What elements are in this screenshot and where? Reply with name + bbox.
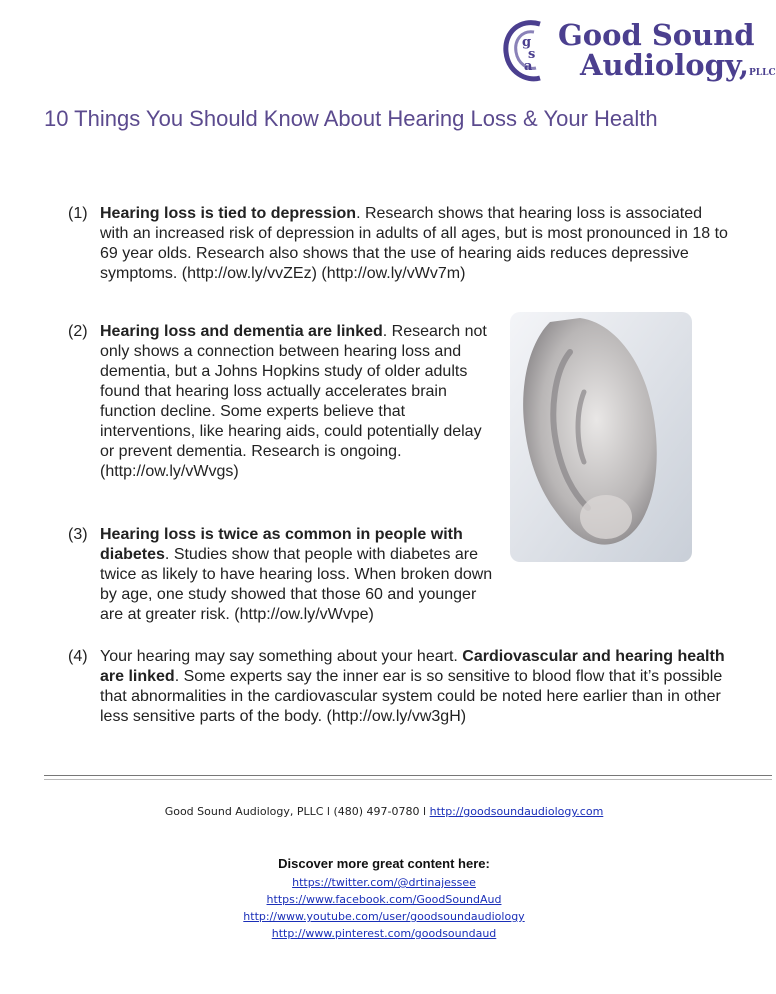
item-text: . Some experts say the inner ear is so sensitive to blood flow that it’s possible that abnormalities in the cardiovascular system could be noted here earlier than in other less sensitive parts of the body. (http://ow.ly/vw3gH) bbox=[100, 668, 723, 725]
social-links bbox=[0, 874, 768, 942]
footer-divider-secondary bbox=[44, 779, 772, 780]
footer-divider bbox=[44, 775, 772, 776]
item-heading: Hearing loss and dementia are linked bbox=[100, 323, 383, 340]
facebook-link[interactable]: https://www.facebook.com/GoodSoundAud bbox=[266, 893, 502, 906]
footer-separator: l bbox=[323, 805, 334, 818]
list-item bbox=[68, 322, 488, 482]
company-logo bbox=[500, 14, 776, 94]
item-heading: Hearing loss is tied to depression bbox=[100, 205, 357, 222]
youtube-link[interactable]: http://www.youtube.com/user/goodsoundaudiology bbox=[243, 910, 525, 923]
footer-separator: l bbox=[419, 805, 430, 818]
pinterest-link[interactable]: http://www.pinterest.com/goodsoundaud bbox=[271, 927, 497, 940]
logo-line2: Audiology, bbox=[580, 48, 750, 82]
logo-suffix: PLLC bbox=[749, 68, 776, 78]
twitter-link[interactable]: https://twitter.com/@drtinajessee bbox=[292, 876, 476, 889]
item-number: (3) bbox=[68, 526, 88, 543]
svg-text:s: s bbox=[528, 47, 536, 62]
svg-text:a: a bbox=[524, 59, 533, 74]
svg-text:g: g bbox=[522, 35, 532, 50]
logo-wordmark bbox=[558, 20, 776, 88]
item-heading: Hearing loss is twice as common in people with diabetes bbox=[100, 526, 463, 563]
list-item bbox=[68, 525, 728, 625]
item-text: . Research not only shows a connection between hearing loss and dementia, but a Johns Hopkins study of older adults found that hearing loss actually accelerates brain function decline. Some experts believe that interventions, like hearing aids, could potentially delay or prevent dementia. Research is ongoing. (http://ow.ly/vWvgs) bbox=[100, 323, 487, 480]
footer-phone: (480) 497-0780 bbox=[333, 805, 420, 818]
item-heading: Cardiovascular and hearing health are linked bbox=[100, 648, 725, 685]
item-text: . Research shows that hearing loss is associated with an increased risk of depression in adults of all ages, but is most pronounced in 18 to 69 year olds. Research also shows that the use of hearing aids reduces depressive symptoms. (http://ow.ly/vvZEz) (http://ow.ly/vWv7m) bbox=[100, 205, 728, 282]
item-intro: Your hearing may say something about your heart. bbox=[100, 648, 463, 665]
gsa-monogram-icon bbox=[500, 18, 554, 84]
item-number: (2) bbox=[68, 323, 88, 340]
footer-company: Good Sound Audiology, PLLC bbox=[164, 805, 324, 818]
list-item bbox=[68, 204, 728, 284]
item-text: . Studies show that people with diabetes are twice as likely to have hearing loss. When broken down by age, one study showed that those 60 and younger are at greater risk. (http://ow.ly/vWvpe) bbox=[100, 546, 493, 623]
item-number: (1) bbox=[68, 205, 88, 222]
footer-contact bbox=[0, 805, 768, 818]
list-item bbox=[68, 647, 728, 727]
logo-line1: Good Sound bbox=[558, 18, 755, 52]
discover-heading: Discover more great content here: bbox=[278, 856, 490, 871]
page-title: 10 Things You Should Know About Hearing Loss & Your Health bbox=[44, 106, 658, 131]
item-number: (4) bbox=[68, 648, 88, 665]
footer-website-link[interactable]: http://goodsoundaudiology.com bbox=[429, 805, 604, 818]
